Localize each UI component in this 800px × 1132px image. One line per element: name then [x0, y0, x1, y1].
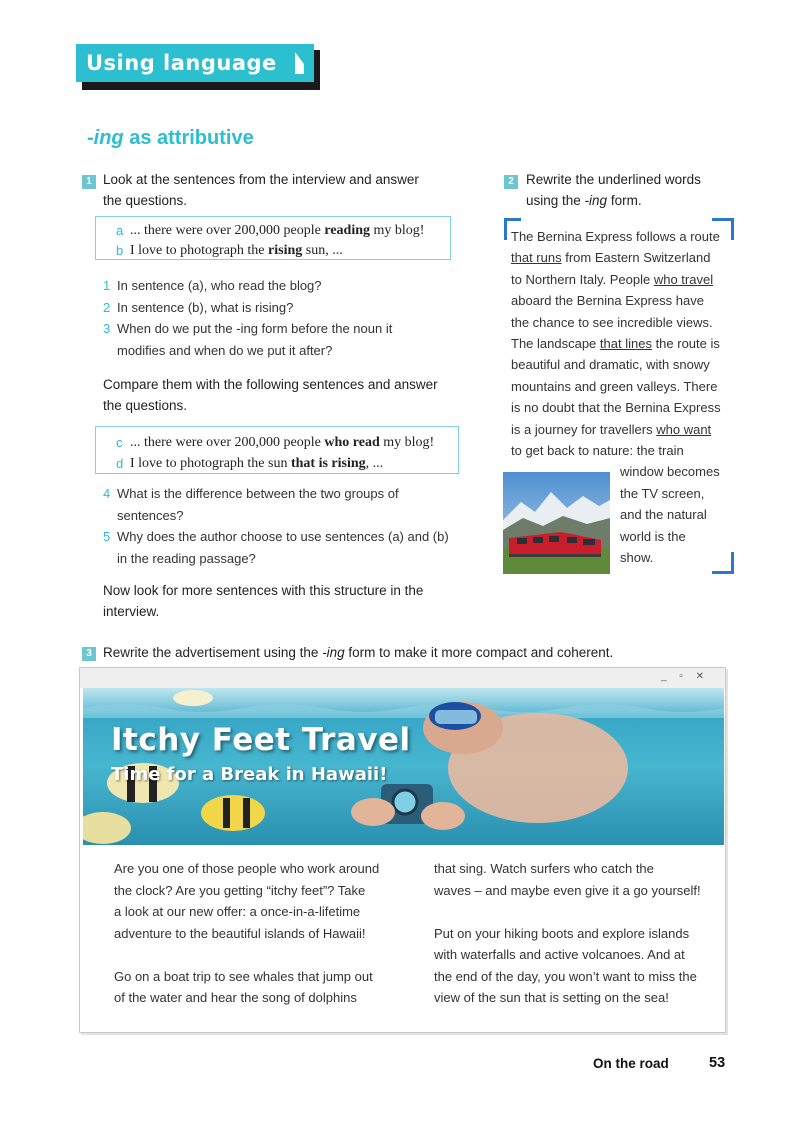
example-bold: that is rising: [290, 456, 366, 471]
compare-line: the questions.: [103, 398, 188, 413]
example-letter: c: [116, 435, 123, 450]
passage-text: to Northern Italy. People: [511, 271, 654, 287]
ad-subtitle: Time for a Break in Hawaii!: [111, 764, 388, 785]
example-text: ... there were over 200,000 people: [130, 223, 325, 238]
compare-instruction: [103, 374, 473, 416]
question-text: [117, 318, 392, 361]
question-text: In sentence (a), who read the blog?: [117, 278, 322, 293]
task2-instruction-line: [526, 190, 746, 211]
question-item: [103, 483, 473, 526]
example-text: ... there were over 200,000 people: [130, 435, 325, 450]
ad-column-left: [114, 858, 414, 1009]
ad-line: Are you one of those people who work around: [114, 861, 380, 876]
bracket-top-left-v: [504, 218, 507, 240]
question-text: In sentence (b), what is rising?: [117, 299, 294, 315]
passage-line: show.: [620, 550, 654, 566]
ad-line: that sing. Watch surfers who catch the: [434, 861, 654, 876]
instruction-text: form to make it more compact and coherent.: [344, 645, 614, 660]
bracket-top-right-v: [731, 218, 734, 240]
example-sentence-b: [116, 241, 450, 261]
example-bold: rising: [268, 243, 303, 258]
outro-line: interview.: [103, 604, 160, 619]
ad-blank-line: [114, 944, 414, 966]
instruction-ing: -ing: [322, 645, 345, 660]
outro-line: Now look for more sentences with this structure in the: [103, 583, 424, 598]
passage-line: is no doubt that the Bernina Express: [511, 400, 721, 416]
window-titlebar: [80, 668, 725, 688]
instruction-ing: -ing: [584, 193, 608, 208]
task1-outro: [103, 580, 473, 622]
passage-line: [511, 269, 725, 290]
ad-line: waves – and maybe even give it a go yourself!: [434, 882, 701, 898]
bracket-top-left-h: [504, 218, 521, 221]
advertisement-window: [79, 667, 726, 1033]
page-number: 53: [709, 1055, 726, 1071]
passage-line: The Bernina Express follows a route: [511, 229, 720, 244]
question-number: 1: [103, 278, 111, 293]
ad-banner-photo: [83, 688, 724, 845]
section-title-ing: -ing: [87, 127, 124, 149]
ad-line: Go on a boat trip to see whales that jump out: [114, 968, 373, 984]
underlined-phrase: that lines: [599, 336, 652, 352]
window-controls: _ ▫ ✕: [660, 671, 709, 682]
ad-line: of the water and hear the song of dolphins: [114, 990, 357, 1005]
passage-line: beautiful and dramatic, with snowy: [511, 357, 710, 373]
example-text: my blog!: [379, 435, 435, 450]
passage-line: world is the: [620, 528, 686, 544]
task2-instruction-line: Rewrite the underlined words: [526, 172, 701, 187]
ad-line: with waterfalls and active volcanoes. And at: [434, 947, 685, 962]
passage-line: the chance to see incredible views.: [511, 314, 713, 330]
question-number: 2: [103, 299, 111, 315]
underlined-phrase: that runs: [511, 250, 562, 266]
question-item: [103, 526, 473, 569]
passage-line: and the natural: [620, 507, 707, 523]
header-banner: [76, 44, 314, 82]
task-number-badge: 2: [504, 175, 518, 189]
example-bold: who read: [324, 435, 380, 450]
example-sentence-d: [116, 453, 458, 474]
train-photo: [503, 472, 610, 574]
example-bold: reading: [324, 223, 371, 238]
instruction-text: using the: [526, 193, 585, 208]
example-letter: a: [116, 223, 124, 238]
question-item: [103, 275, 473, 297]
question-item: [103, 297, 473, 319]
task-number-badge: 3: [82, 647, 96, 661]
question-line: When do we put the -ing form before the noun it: [117, 321, 393, 336]
underlined-phrase: who travel: [653, 271, 714, 287]
example-letter: d: [116, 456, 124, 471]
question-line: Why does the author choose to use sentences (a) and (b): [117, 529, 449, 544]
instruction-text: form.: [607, 193, 642, 208]
ad-line: adventure to the beautiful islands of Hawaii!: [114, 925, 366, 941]
question-item: [103, 318, 473, 361]
ad-line: the clock? Are you getting “itchy feet”? Take: [114, 882, 366, 898]
question-line: What is the difference between the two groups of: [117, 486, 399, 501]
section-title: [87, 127, 254, 150]
passage-line: window becomes: [620, 464, 720, 480]
example-text: I love to photograph the sun: [130, 456, 291, 471]
task1-instruction: [103, 169, 473, 211]
header-title: Using language: [86, 51, 277, 75]
passage-line: mountains and green valleys. There: [511, 378, 718, 394]
example-box-ab: [95, 216, 451, 260]
example-text: sun, ...: [302, 243, 343, 258]
underlined-phrase: who want: [656, 421, 712, 437]
question-line: modifies and when do we put it after?: [117, 342, 333, 358]
passage-text: The landscape: [511, 336, 600, 352]
example-text: I love to photograph the: [130, 243, 269, 258]
ad-column-right: [434, 858, 724, 1009]
bracket-top-right-h: [712, 218, 734, 221]
compare-line: Compare them with the following sentences and answer: [103, 377, 438, 392]
task2-instruction: [526, 169, 746, 211]
task1-instruction-line: the questions.: [103, 193, 188, 208]
ad-line: the end of the day, you won’t want to miss the: [434, 968, 697, 984]
footer-unit-label: On the road: [593, 1056, 669, 1071]
example-sentence-c: [116, 432, 458, 453]
question-line: in the reading passage?: [117, 550, 256, 566]
question-line: sentences?: [117, 507, 184, 523]
example-box-cd: [95, 426, 459, 474]
question-list-2: [103, 483, 473, 569]
passage-text: from Eastern Switzerland: [561, 250, 711, 266]
passage-line: aboard the Bernina Express have: [511, 293, 704, 309]
header-flag-mark: [295, 52, 304, 74]
example-sentence-a: [116, 221, 450, 241]
ad-title: Itchy Feet Travel: [111, 722, 411, 758]
question-number: 5: [103, 529, 111, 544]
ad-line: Put on your hiking boots and explore islands: [434, 925, 690, 941]
instruction-text: Rewrite the advertisement using the: [103, 645, 323, 660]
task1-instruction-line: Look at the sentences from the interview and answer: [103, 172, 419, 187]
question-number: 4: [103, 486, 111, 501]
example-text: my blog!: [370, 223, 425, 238]
question-text: [117, 483, 399, 526]
passage-line: [511, 333, 725, 354]
bracket-bottom-right-h: [712, 571, 734, 574]
task3-instruction: [103, 642, 743, 663]
passage-text: the route is: [651, 336, 720, 352]
passage-line: the TV screen,: [620, 485, 705, 501]
task-number-badge: 1: [82, 175, 96, 189]
passage-line: [511, 247, 725, 268]
ad-line: a look at our new offer: a once-in-a-lifetime: [114, 904, 361, 919]
example-letter: b: [116, 243, 124, 258]
ad-blank-line: [434, 901, 724, 923]
passage-text: is a journey for travellers: [511, 421, 657, 437]
passage-line: [511, 419, 725, 440]
question-text: [117, 526, 449, 569]
example-text: , ...: [365, 456, 384, 471]
ad-line: view of the sun that is setting on the sea!: [434, 990, 669, 1005]
question-number: 3: [103, 321, 111, 336]
section-title-rest: as attributive: [123, 127, 254, 149]
question-list-1: [103, 275, 473, 361]
passage-line: to get back to nature: the train: [511, 443, 684, 459]
